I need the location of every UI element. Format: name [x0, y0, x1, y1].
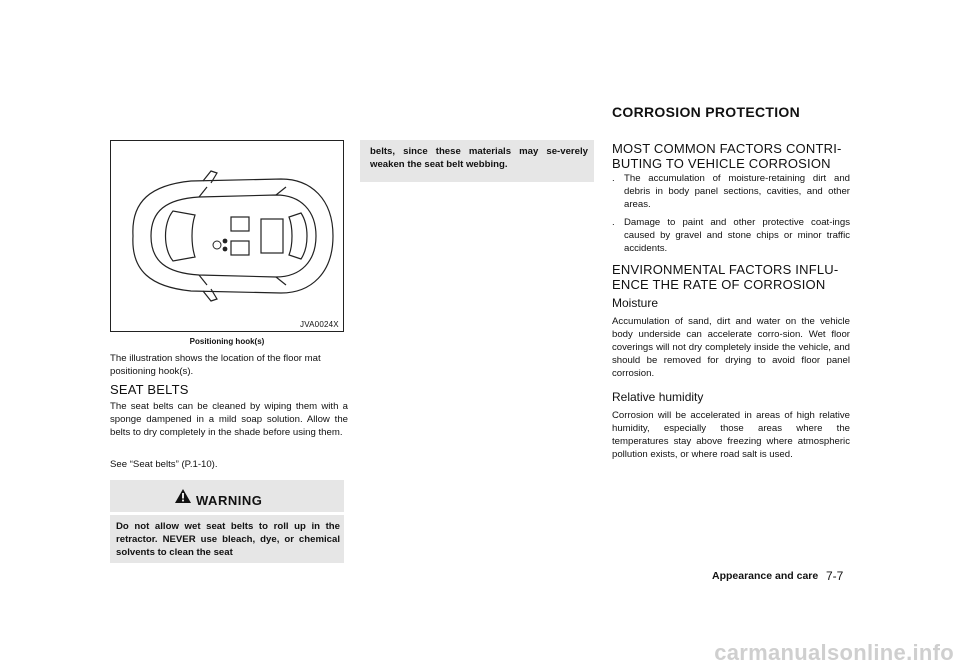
car-top-view-illustration: [111, 141, 343, 331]
footer-section-label: Appearance and care: [712, 570, 819, 582]
warning-text-part1: Do not allow wet seat belts to roll up in the retractor. NEVER use bleach, dye, or chemical solvents to clean the seat: [116, 521, 340, 558]
moisture-heading: Moisture: [612, 296, 659, 310]
environmental-factors-heading: ENVIRONMENTAL FACTORS INFLU-ENCE THE RATE OF CORROSION: [612, 262, 839, 292]
figure-code: JVA0024X: [300, 320, 339, 329]
warning-triangle-icon: [174, 488, 192, 504]
watermark: carmanualsonline.info: [714, 640, 954, 665]
seat-belts-paragraph: The seat belts can be cleaned by wiping them with a sponge dampened in a mild soap solution. Allow the belts to dry completely in the shade before using them.: [110, 401, 348, 438]
bullet-glyph: .: [612, 173, 615, 184]
figure-frame: [110, 140, 344, 332]
page-number: 7-7: [826, 569, 844, 583]
list-item-text: The accumulation of moisture-retaining dirt and debris in body panel sections, cavities, and other areas.: [624, 173, 850, 210]
list-item-text: Damage to paint and other protective coat-ings caused by gravel and stone chips or minor traffic accidents.: [624, 217, 850, 254]
intro-paragraph: The illustration shows the location of the floor mat positioning hook(s).: [110, 353, 321, 377]
seat-belts-reference: See “Seat belts” (P.1-10).: [110, 459, 218, 470]
list-item: [612, 172, 850, 212]
positioning-hook-markers: [223, 239, 228, 252]
humidity-paragraph: Corrosion will be accelerated in areas of high relative humidity, especially those areas where the temperatures stay above freezing where atmospheric pollution exists, or where road salt is used.: [612, 410, 850, 460]
seat-belts-heading: SEAT BELTS: [110, 382, 189, 397]
bullet-glyph: .: [612, 217, 615, 228]
moisture-paragraph: Accumulation of sand, dirt and water on the vehicle body underside can accelerate corro-sion. Wet floor coverings will not dry completely inside the vehicle, and should be removed for drying to avoid floor panel corrosion.: [612, 316, 850, 379]
figure-caption: Positioning hook(s): [189, 337, 265, 346]
list-item: [612, 216, 850, 256]
humidity-heading: Relative humidity: [612, 390, 704, 404]
warning-title: WARNING: [196, 493, 263, 508]
section-title: CORROSION PROTECTION: [612, 104, 801, 120]
common-factors-heading: MOST COMMON FACTORS CONTRI-BUTING TO VEHICLE CORROSION: [612, 141, 842, 171]
warning-text-part2: belts, since these materials may se-verely weaken the seat belt webbing.: [370, 146, 588, 170]
